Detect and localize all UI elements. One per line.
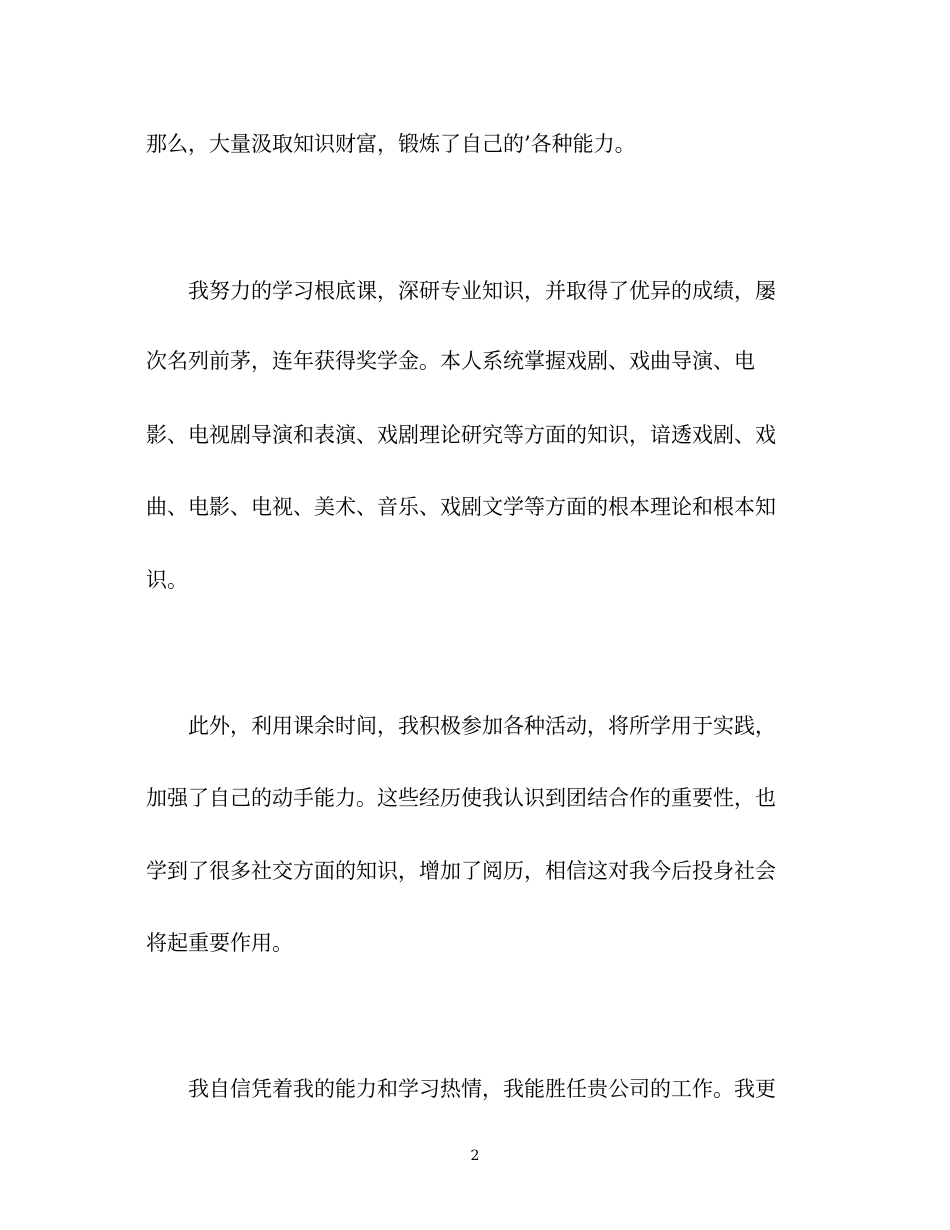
page-number: 2: [470, 1148, 480, 1164]
paragraph-line: 影、电视剧导演和表演、戏剧理论研究等方面的知识，谙透戏剧、戏: [146, 423, 776, 447]
paragraph-line: 我努力的学习根底课，深研专业知识，并取得了优异的成绩，屡: [188, 279, 776, 303]
paragraph-line: 次名列前茅，连年获得奖学金。本人系统掌握戏剧、戏曲导演、电: [146, 349, 755, 373]
paragraph-line: 我自信凭着我的能力和学习热情，我能胜任贵公司的工作。我更: [188, 1077, 776, 1101]
paragraph-line: 此外，利用课余时间，我积极参加各种活动，将所学用于实践，: [188, 714, 776, 738]
paragraph-line: 将起重要作用。: [146, 931, 293, 955]
paragraph-line: 学到了很多社交方面的知识，增加了阅历，相信这对我今后投身社会: [146, 859, 776, 883]
paragraph-line: 识。: [146, 568, 188, 592]
paragraph-line: 曲、电影、电视、美术、音乐、戏剧文学等方面的根本理论和根本知: [146, 495, 776, 519]
paragraph-line: 那么，大量汲取知识财富，锻炼了自己的’各种能力。: [146, 132, 636, 156]
paragraph-line: 加强了自己的动手能力。这些经历使我认识到团结合作的重要性，也: [146, 786, 776, 810]
